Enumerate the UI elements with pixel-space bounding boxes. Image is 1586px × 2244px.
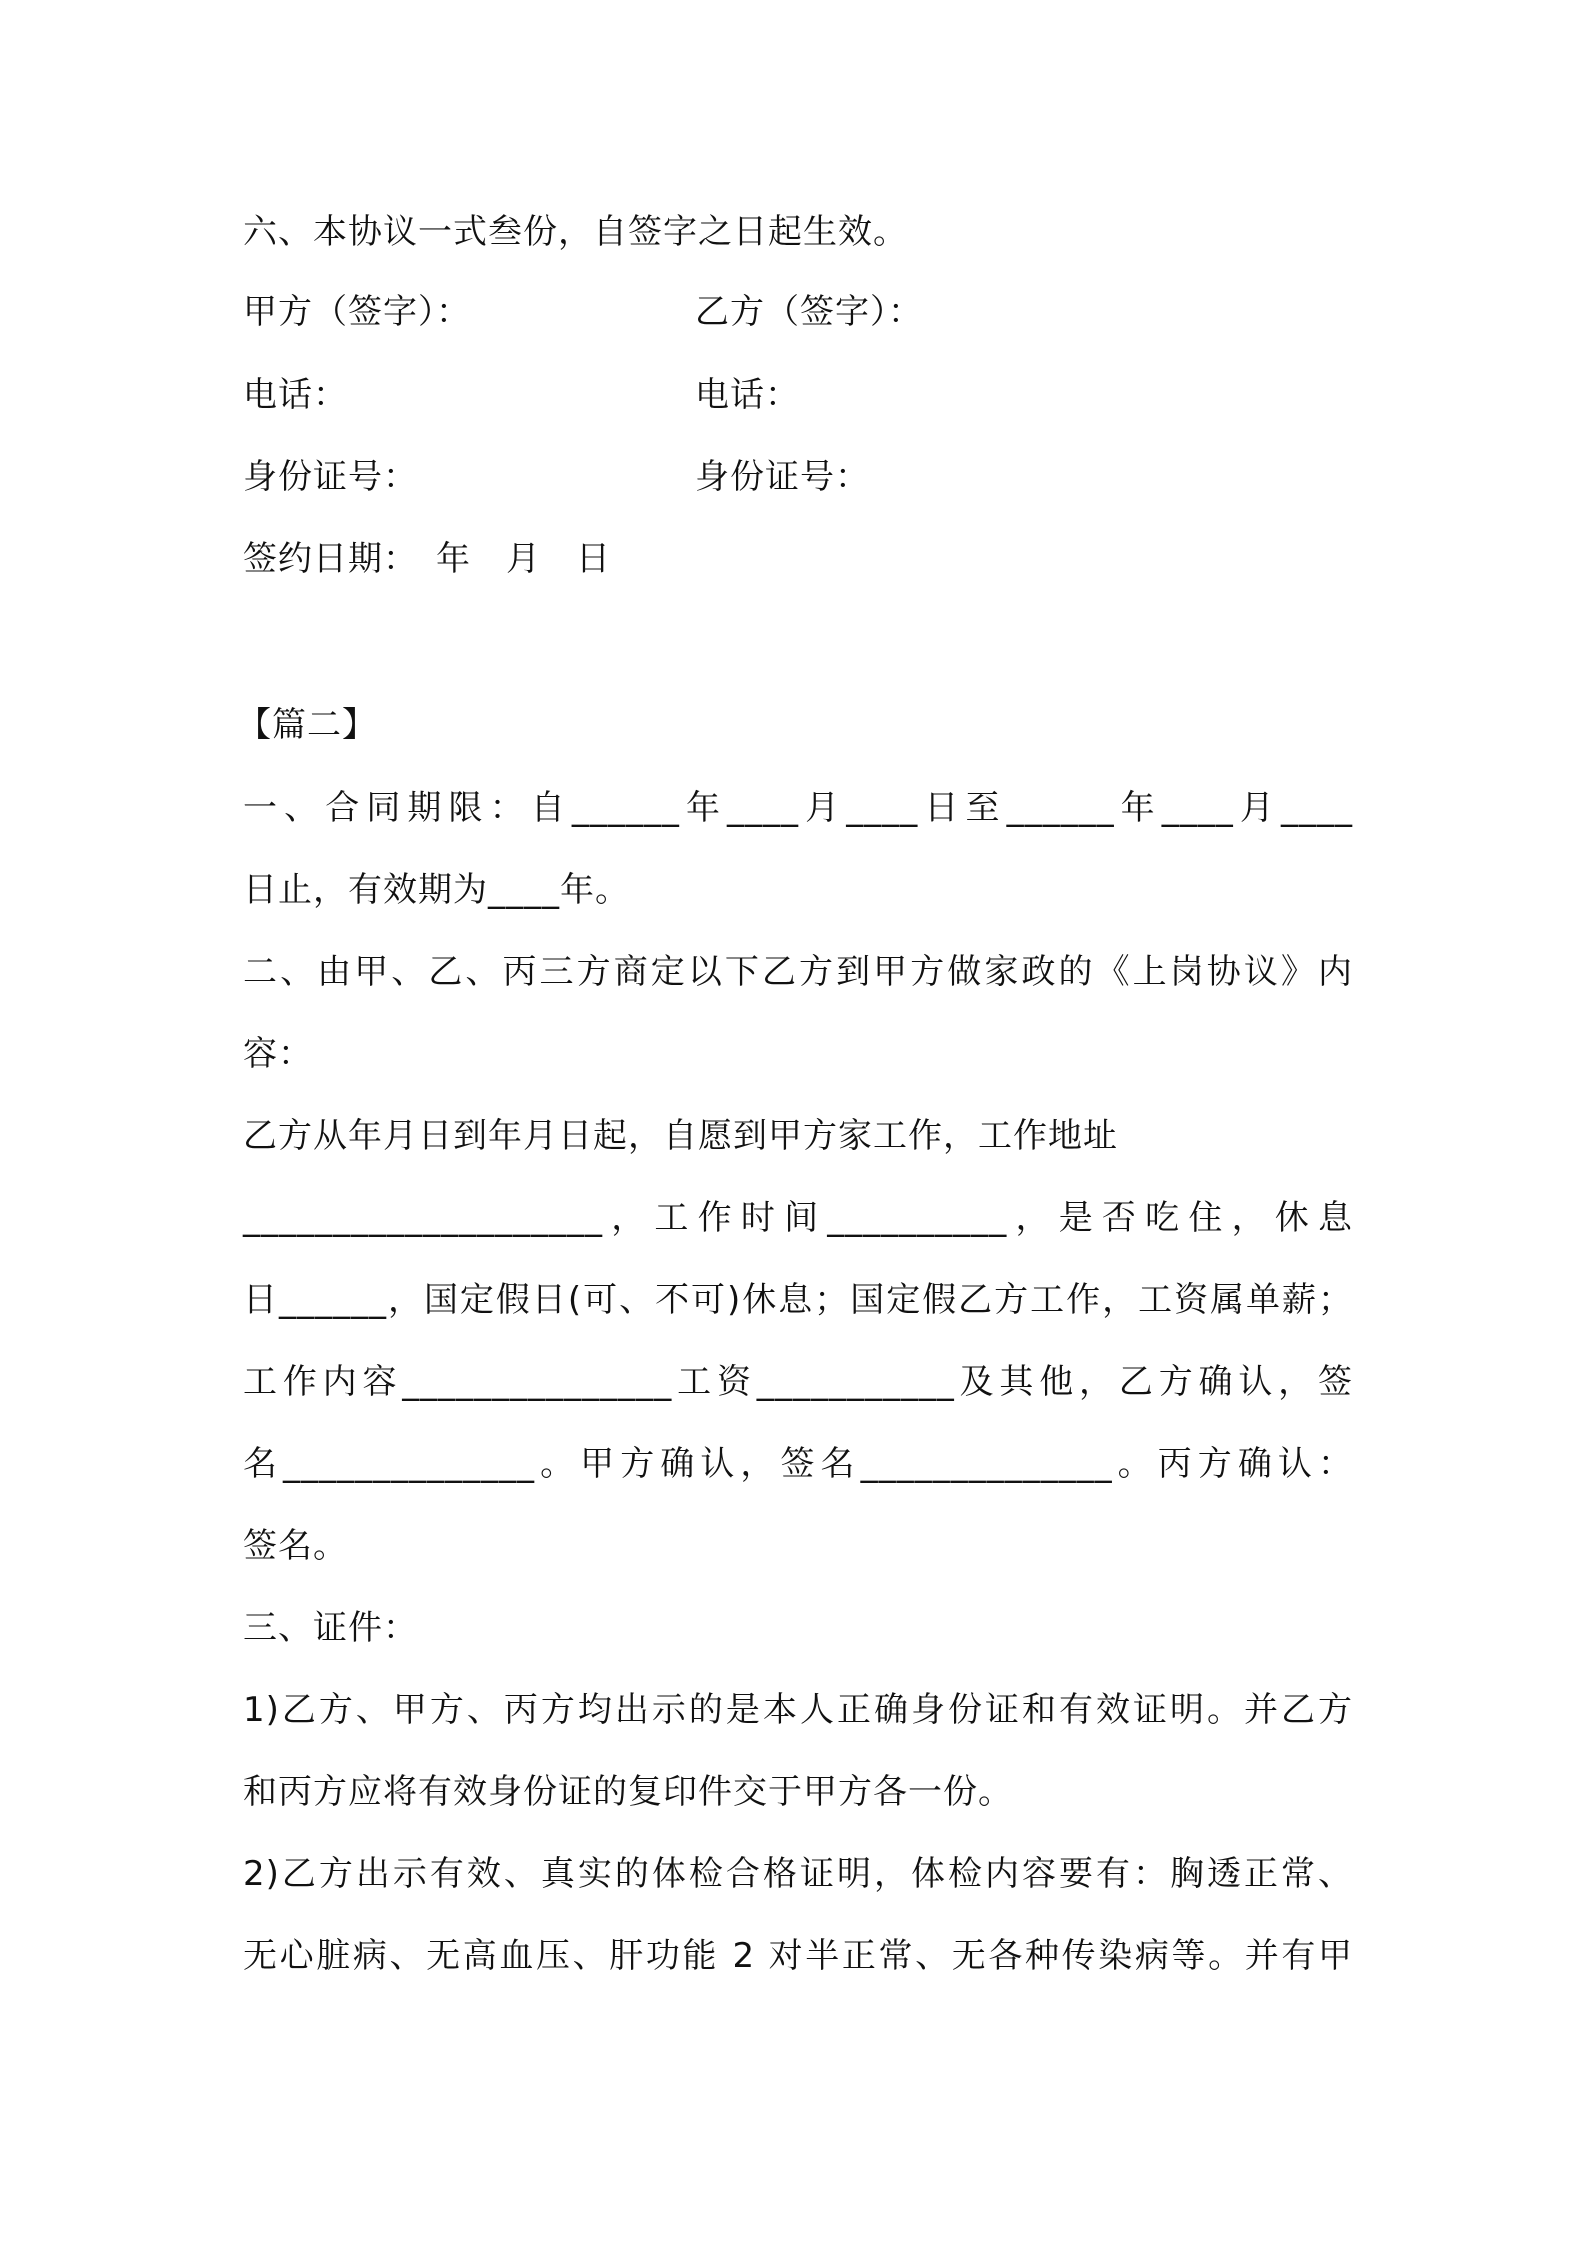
contract-term-line-2: 日止，有效期为____年。 — [243, 870, 630, 910]
party-a-id-label: 身份证号： — [243, 457, 418, 497]
document-item-1-line-2: 和丙方应将有效身份证的复印件交于甲方各一份。 — [243, 1772, 1013, 1812]
party-b-phone-label: 电话： — [695, 375, 800, 415]
party-a-signature-label: 甲方（签字）： — [243, 292, 471, 332]
clause-three-title: 三、证件： — [243, 1608, 418, 1648]
party-b-id-label: 身份证号： — [695, 457, 870, 497]
contract-term-line-1: 一、合同期限：自______年____月____日至______年____月____ — [243, 788, 1353, 828]
party-a-phone-label: 电话： — [243, 375, 348, 415]
work-terms-line-4: 工作内容_______________工资___________及其他，乙方确认，签 — [243, 1362, 1353, 1402]
work-terms-line-3: 日______，国定假日(可、不可)休息；国定假乙方工作，工资属单薪； — [243, 1280, 1353, 1320]
work-terms-line-1: 乙方从年月日到年月日起，自愿到甲方家工作，工作地址 — [243, 1116, 1118, 1156]
party-b-signature-label: 乙方（签字）： — [695, 292, 923, 332]
work-terms-line-5: 名______________。甲方确认，签名______________。丙方确认： — [243, 1444, 1353, 1484]
document-item-1-line-1: 1)乙方、甲方、丙方均出示的是本人正确身份证和有效证明。并乙方 — [243, 1690, 1353, 1730]
document-item-2-line-2: 无心脏病、无高血压、肝功能 2 对半正常、无各种传染病等。并有甲 — [243, 1936, 1353, 1976]
sign-date-label: 签约日期： 年 月 日 — [243, 539, 611, 579]
work-terms-line-2: ____________________，工作时间__________，是否吃住，休息 — [243, 1198, 1353, 1238]
clause-six: 六、本协议一式叁份，自签字之日起生效。 — [243, 212, 908, 252]
section-title: 【篇二】 — [237, 705, 377, 745]
clause-two-line-1: 二、由甲、乙、丙三方商定以下乙方到甲方做家政的《上岗协议》内 — [243, 952, 1353, 992]
work-terms-line-6: 签名。 — [243, 1526, 348, 1566]
document-item-2-line-1: 2)乙方出示有效、真实的体检合格证明，体检内容要有：胸透正常、 — [243, 1854, 1353, 1894]
clause-two-line-2: 容： — [243, 1034, 313, 1074]
